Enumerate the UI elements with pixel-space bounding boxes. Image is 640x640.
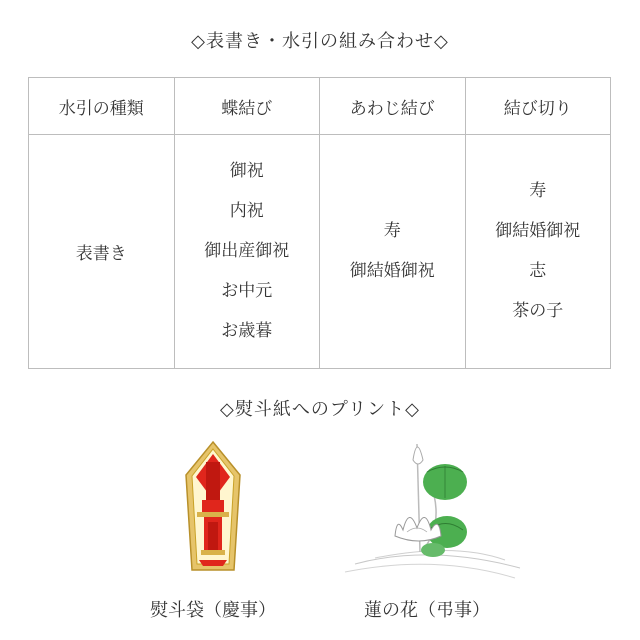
mizuhiki-table bbox=[28, 77, 611, 369]
caption-noshi: 熨斗袋（慶事） bbox=[150, 600, 276, 621]
table-header-cell: 水引の種類 bbox=[29, 78, 175, 135]
table-header-cell: 蝶結び bbox=[174, 78, 320, 135]
list-item: 御祝 bbox=[229, 161, 264, 181]
list-item: 御出産御祝 bbox=[204, 241, 290, 261]
caption-lotus: 蓮の花（弔事） bbox=[364, 600, 490, 621]
table-row bbox=[29, 135, 611, 369]
list-item: 茶の子 bbox=[512, 301, 564, 321]
list-item: 御結婚御祝 bbox=[349, 261, 435, 281]
table-cell bbox=[320, 135, 466, 369]
list-item: お歳暮 bbox=[221, 321, 273, 341]
table-header-cell: 結び切り bbox=[465, 78, 611, 135]
section-title-print: ◇熨斗紙へのプリント◇ bbox=[220, 399, 420, 420]
list-item: 内祝 bbox=[229, 201, 264, 221]
noshi-icon bbox=[183, 440, 243, 575]
list-item: 寿 bbox=[383, 221, 401, 241]
list-item: 志 bbox=[529, 261, 547, 281]
table-cell bbox=[174, 135, 320, 369]
row-label: 表書き bbox=[29, 135, 175, 369]
table-header-cell: あわじ結び bbox=[320, 78, 466, 135]
section-title-mizuhiki: ◇表書き・水引の組み合わせ◇ bbox=[191, 31, 449, 52]
list-item: お中元 bbox=[221, 281, 273, 301]
list-item: 寿 bbox=[529, 181, 547, 201]
lotus-icon bbox=[335, 432, 525, 582]
list-item: 御結婚御祝 bbox=[495, 221, 581, 241]
table-header-row bbox=[29, 78, 611, 135]
table-cell bbox=[465, 135, 611, 369]
